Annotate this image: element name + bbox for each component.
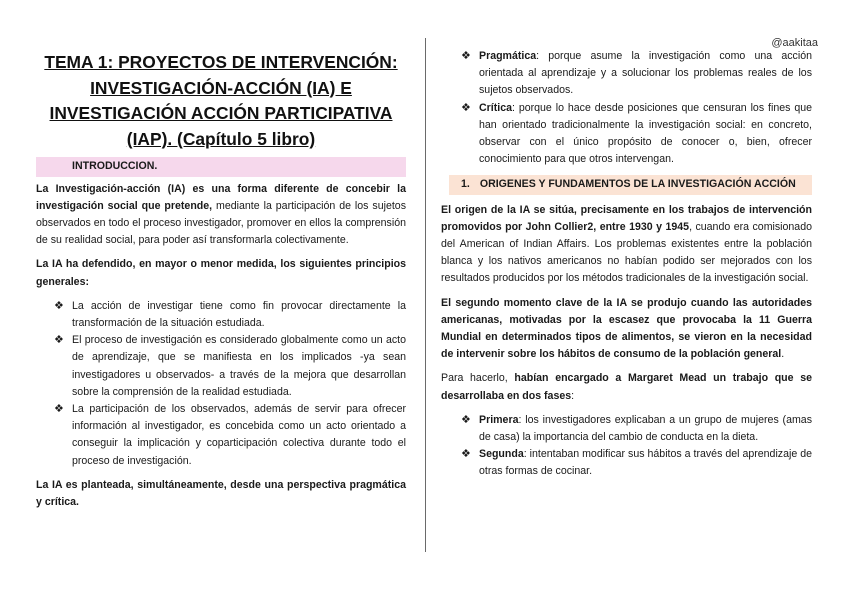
list-item [441, 446, 812, 480]
list-item [441, 412, 812, 446]
diamond-bullet-icon: ❖ [54, 334, 64, 347]
second-moment-bold-text: El segundo momento clave de la IA se produjo cuando las autoridades americanas, motivadas por la escasez que provocaba la 11 Guerra Mundial en determinados tipos de alimentos, se vieron en la necesidad de intervenir sobre los hábitos de consumo de la población general [441, 296, 812, 361]
mead-end-text: : [571, 389, 575, 402]
diamond-bullet-icon: ❖ [461, 101, 471, 114]
section-number: 1. [461, 178, 470, 191]
section-heading-origenes [449, 175, 812, 194]
principles-lead-paragraph [36, 256, 406, 290]
list-item-text: : intentaban modificar sus hábitos a través del aprendizaje de otras formas de cocinar. [479, 448, 812, 478]
list-item [36, 401, 406, 470]
list-item-text: : porque lo hace desde posiciones que censuran los fines que han orientado tradicionalmente la investigación social: en concreto, observar con el único propósito de conocer o, bien, ofrecer conocimiento para que otros intervengan. [479, 101, 812, 166]
origin-paragraph [441, 202, 812, 288]
list-item [441, 100, 812, 169]
list-item-term: Primera [479, 413, 519, 426]
perspective-text: La IA es planteada, simultáneamente, desde una perspectiva pragmática y crítica. [36, 478, 406, 509]
intro-paragraph [36, 181, 406, 250]
list-item-term: Pragmática [479, 50, 537, 62]
column-divider [425, 38, 426, 552]
list-item-term: Crítica [479, 101, 512, 114]
document-title: TEMA 1: PROYECTOS DE INTERVENCIÓN: INVESTIGACIÓN-ACCIÓN (IA) E INVESTIGACIÓN ACCIÓN PARTICIPATIVA (IAP). (Capítulo 5 libro) [44, 52, 398, 149]
perspectives-list [441, 48, 812, 168]
list-item [441, 48, 812, 100]
second-moment-paragraph [441, 295, 812, 364]
phases-list [441, 412, 812, 481]
perspective-paragraph [36, 477, 406, 511]
mead-lead-text: Para hacerlo, [441, 372, 515, 385]
section-heading-introduccion: INTRODUCCION. [36, 157, 406, 176]
list-item-text: El proceso de investigación es considerado globalmente como un acto de aprendizaje, que se manifiesta en los implicados -ya sean investigadores u observados- a través de la mejora que desarrollan sobre la comprensión de la realidad estudiada. [72, 334, 406, 398]
principles-lead-text: La IA ha defendido, en mayor o menor medida, los siguientes principios generales: [36, 258, 406, 288]
right-column [441, 50, 812, 488]
list-item-text: : porque asume la investigación como una acción orientada al aprendizaje y a solucionar los problemas reales de los sujetos observados. [479, 50, 812, 97]
diamond-bullet-icon: ❖ [54, 299, 64, 312]
list-item-term: Segunda [479, 448, 524, 461]
list-item-text: La participación de los observados, además de servir para ofrecer información al investigador, es concebida como un acto orientado a conseguir la implicación y coparticipación colectiva durante todo el proceso de investigación. [72, 403, 406, 467]
origin-regular-text: , cuando era comisionado del American of Indian Affairs. Los problemas existentes entre la población blanca y los nativos americanos no habían podido ser mejorados con los resultados producidos por los métodos tradicionales de la investigación social. [441, 220, 812, 285]
author-watermark: @aakitaa [771, 37, 818, 49]
intro-bold-text: La Investigación-acción (IA) es una forma diferente de concebir la investigación social que pretende, [36, 182, 406, 212]
list-item-text: La acción de investigar tiene como fin provocar directamente la transformación de la situación estudiada. [72, 299, 406, 329]
mead-bold-text: habían encargado a Margaret Mead un trabajo que se desarrollaba en dos fases [441, 372, 812, 402]
diamond-bullet-icon: ❖ [461, 413, 471, 426]
left-column [36, 50, 406, 518]
diamond-bullet-icon: ❖ [461, 448, 471, 461]
second-moment-regular-text: . [781, 348, 785, 361]
list-item [36, 332, 406, 401]
section-heading-text: ORIGENES Y FUNDAMENTOS DE LA INVESTIGACIÓN ACCIÓN [479, 178, 796, 191]
list-item [36, 298, 406, 332]
mead-paragraph [441, 370, 812, 404]
origin-bold-text: El origen de la IA se sitúa, precisamente en los trabajos de intervención promovidos por John Collier2, entre 1930 y 1945 [441, 203, 812, 233]
diamond-bullet-icon: ❖ [54, 403, 64, 416]
intro-regular-text: mediante la participación de los sujetos observados en todo el proceso investigador, promover en ellos la comprensión de su realidad social, para poder así transformarla colectivamente. [36, 199, 406, 247]
list-item-text: : los investigadores explicaban a un grupo de mujeres (amas de casa) la importancia del cambio de conducta en la dieta. [479, 413, 812, 444]
diamond-bullet-icon: ❖ [461, 50, 471, 62]
principles-list [36, 298, 406, 470]
